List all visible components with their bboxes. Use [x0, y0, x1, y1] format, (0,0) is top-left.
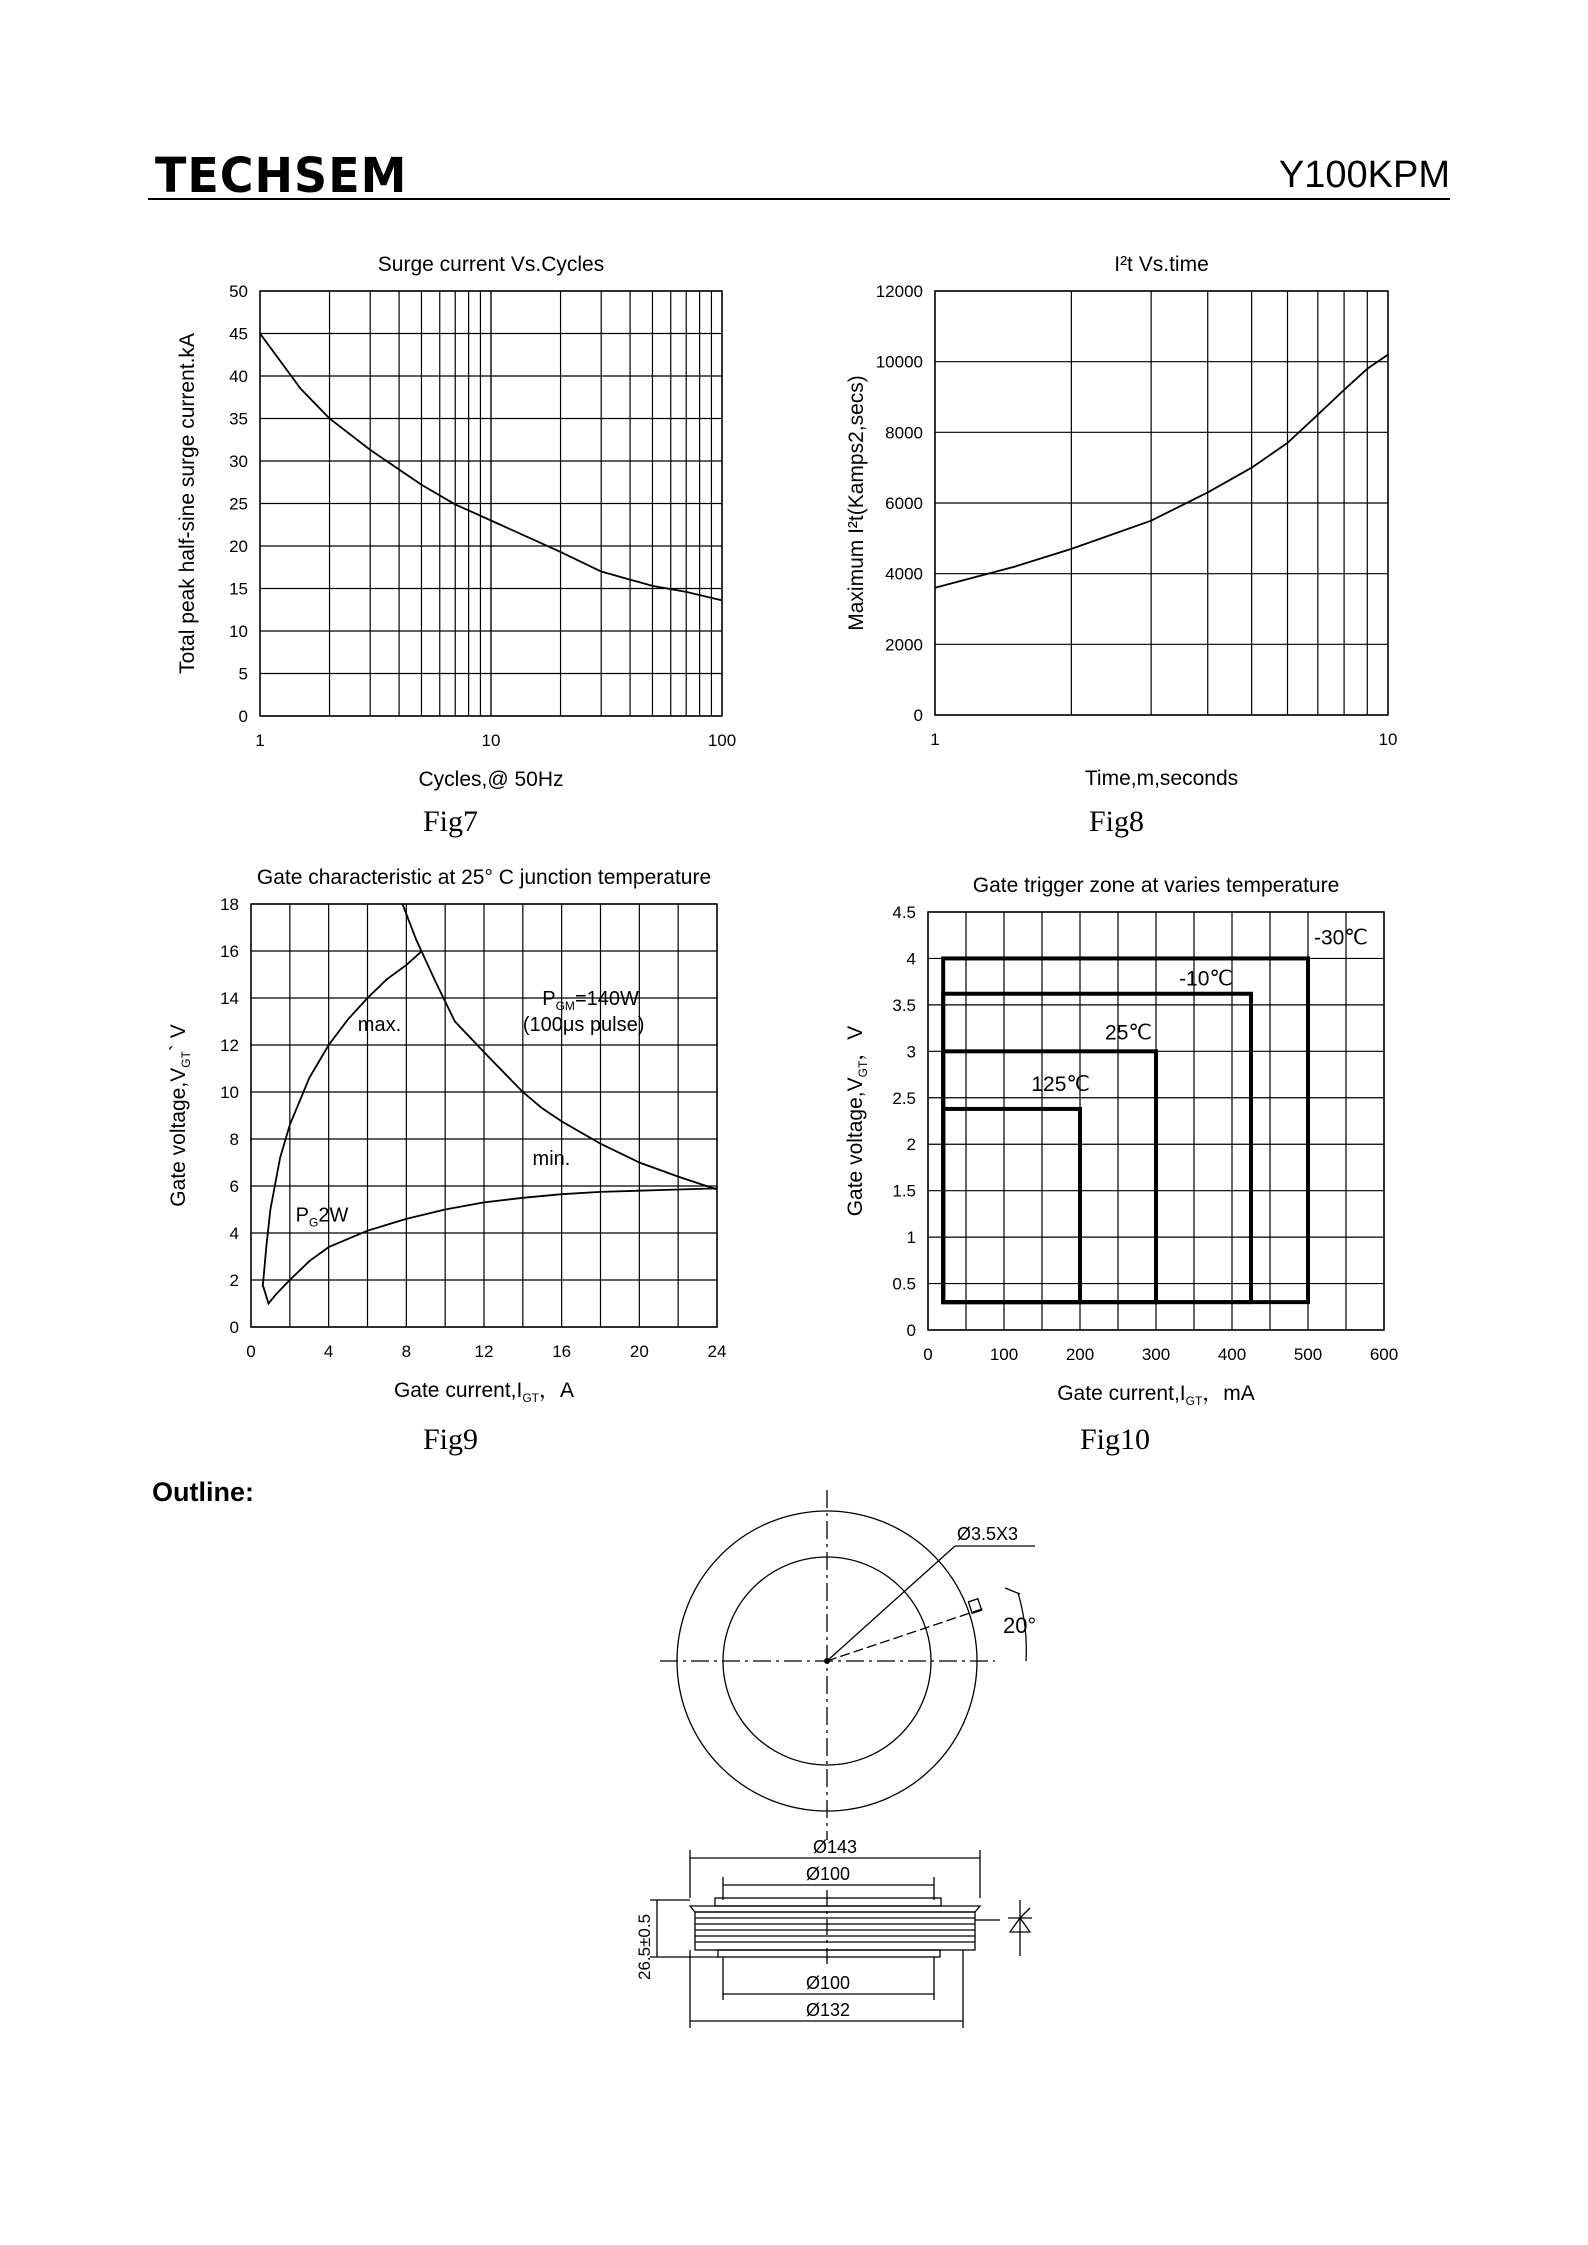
- y-tick-label: 45: [229, 324, 248, 344]
- top-flange: [690, 1906, 980, 1912]
- angle-label: 20°: [1003, 1613, 1037, 1638]
- y-tick-label: 12000: [875, 282, 923, 301]
- fig7-title: Surge current Vs.Cycles: [377, 253, 605, 276]
- y-tick-label: 50: [229, 282, 248, 301]
- y-tick-label: 18: [220, 895, 239, 914]
- outline-title: Outline:: [152, 1477, 254, 1507]
- x-tick-label: 1: [930, 730, 940, 749]
- x-tick-label: 100: [707, 731, 737, 750]
- zone-0: [943, 958, 1308, 1302]
- fig8-chart: [820, 240, 1420, 800]
- y-tick-label: 0: [238, 707, 248, 726]
- y-tick-label: 10000: [875, 352, 923, 372]
- y-tick-label: 10: [229, 622, 248, 641]
- x-tick-label: 24: [707, 1342, 727, 1361]
- dim-132-label: Ø132: [805, 2000, 851, 2020]
- y-tick-label: 15: [229, 579, 248, 599]
- x-tick-label: 10: [481, 731, 501, 750]
- annotation-min: min.: [532, 1147, 571, 1170]
- dim-143-label: Ø143: [812, 1837, 858, 1857]
- fig8-title: I²t Vs.time: [1114, 253, 1209, 276]
- x-tick-label: 8: [401, 1342, 412, 1361]
- fig10-chart: [820, 860, 1420, 1420]
- fig10-xlabel: Gate $current,I_{GT}$，mA: [1057, 1382, 1255, 1408]
- fig8-series-line-0: [935, 355, 1388, 588]
- x-tick-label: 20: [629, 1342, 649, 1361]
- y-tick-label: 3.5: [892, 995, 916, 1015]
- fig7-ylabel: Total peak half-sine surge current.kA: [176, 333, 199, 674]
- model-number: Y100KPM: [1278, 154, 1450, 196]
- x-tick-label: 100: [989, 1345, 1019, 1364]
- annotation-max: max.: [357, 1013, 402, 1036]
- fig8-xlabel: Time,m,seconds: [1084, 767, 1239, 790]
- fig9-title: Gate characteristic at 25° C junction temperature: [256, 866, 712, 889]
- y-tick-label: 2.5: [892, 1088, 916, 1108]
- fig8-grid: [935, 291, 1388, 715]
- y-tick-label: 1.5: [892, 1181, 916, 1201]
- y-tick-label: 16: [220, 942, 239, 961]
- fig9-series-line-0: [263, 951, 422, 1287]
- fig8-plot: [845, 253, 1397, 790]
- y-tick-label: 3: [906, 1042, 916, 1062]
- annotation-pulse: (100μs pulse): [522, 1013, 645, 1036]
- x-tick-label: 4: [323, 1342, 334, 1361]
- x-tick-label: 1: [255, 731, 265, 750]
- fig10-title: Gate trigger zone at varies temperature: [972, 874, 1340, 897]
- annotation-pg: $P_G2W$: [295, 1204, 349, 1230]
- y-tick-label: 4000: [885, 564, 923, 584]
- x-tick-label: 300: [1141, 1345, 1171, 1364]
- y-tick-label: 0: [906, 1321, 916, 1340]
- fig7-plot: [176, 253, 736, 791]
- thyristor-symbol-icon: [1008, 1900, 1032, 1956]
- x-tick-label: 16: [552, 1342, 572, 1361]
- y-tick-label: 10: [220, 1083, 239, 1102]
- height-label: 26.5±0.5: [635, 1913, 654, 1980]
- fig9-chart: [150, 860, 750, 1420]
- x-tick-label: 200: [1065, 1345, 1095, 1364]
- fig9-xlabel: Gate $current,I_{GT}$，A: [393, 1379, 575, 1405]
- y-tick-label: 8000: [885, 423, 923, 443]
- y-tick-label: 14: [220, 989, 239, 1008]
- annotation-pgm: $P_{GM}=140W$: [542, 988, 639, 1014]
- zone-label: 125℃: [1031, 1072, 1090, 1096]
- fig8-caption: Fig8: [1089, 805, 1145, 838]
- leader-line: [827, 1546, 955, 1661]
- x-tick-label: 600: [1369, 1345, 1399, 1364]
- y-tick-label: 6000: [885, 494, 923, 513]
- hole-label: Ø3.5X3: [957, 1524, 1019, 1544]
- x-tick-label: 0: [923, 1345, 933, 1364]
- x-tick-label: 12: [474, 1342, 494, 1361]
- y-tick-label: 2: [229, 1271, 239, 1290]
- y-tick-label: 1: [906, 1228, 916, 1248]
- y-tick-label: 12: [220, 1036, 239, 1055]
- y-tick-label: 5: [238, 664, 248, 684]
- y-tick-label: 0: [913, 706, 923, 725]
- angle-ray: [827, 1608, 985, 1661]
- fig10-plot: [844, 874, 1398, 1408]
- fig9-plot: [167, 866, 726, 1405]
- fig7-grid: [260, 291, 722, 716]
- fig10-caption: Fig10: [1080, 1423, 1151, 1456]
- center-point: [824, 1658, 830, 1664]
- header-rule: [148, 198, 1450, 200]
- dim-100-bottom-label: Ø100: [805, 1973, 851, 1993]
- zone-label: 25℃: [1105, 1021, 1152, 1045]
- y-tick-label: 0: [229, 1318, 239, 1337]
- bottom-pole-face: [718, 1950, 940, 1957]
- zone-3: [943, 1109, 1080, 1302]
- y-tick-label: 25: [229, 494, 248, 514]
- fig9-grid: [251, 904, 717, 1327]
- y-tick-label: 4: [229, 1224, 239, 1243]
- x-tick-label: 400: [1217, 1345, 1247, 1364]
- x-tick-label: 10: [1378, 730, 1398, 749]
- fig9-series-line-2: [403, 904, 718, 1190]
- zone-1: [943, 994, 1251, 1302]
- y-tick-label: 20: [229, 537, 248, 556]
- brand-logo: TECHSEM: [155, 146, 408, 204]
- y-tick-label: 35: [229, 409, 248, 429]
- y-tick-label: 40: [229, 367, 248, 386]
- zone-label: -10℃: [1179, 967, 1233, 991]
- y-tick-label: 4.5: [892, 903, 916, 922]
- top-pole-face: [715, 1898, 941, 1906]
- y-tick-label: 6: [229, 1177, 239, 1196]
- y-tick-label: 4: [906, 949, 916, 969]
- y-tick-label: 8: [229, 1130, 239, 1149]
- y-tick-label: 2000: [885, 635, 923, 655]
- angle-arrow-tail: [1005, 1588, 1020, 1594]
- x-tick-label: 500: [1293, 1345, 1323, 1364]
- fig7-xlabel: Cycles,@ 50Hz: [418, 768, 564, 791]
- zone-label: -30℃: [1314, 926, 1368, 950]
- fig7-chart: [150, 240, 750, 800]
- y-tick-label: 0.5: [892, 1274, 916, 1294]
- fig9-caption: Fig9: [423, 1423, 479, 1456]
- y-tick-label: 2: [906, 1135, 916, 1155]
- x-tick-label: 0: [246, 1342, 256, 1361]
- fig10-ylabel: Gate $voltage,V_{GT}$，V: [844, 1025, 870, 1217]
- fig9-ylabel: Gate $voltage,V_{GT}`$ V: [167, 1024, 193, 1207]
- fig7-caption: Fig7: [423, 805, 479, 838]
- outline-drawing: [600, 1480, 1100, 2040]
- y-tick-label: 30: [229, 452, 248, 471]
- dim-100-top-label: Ø100: [805, 1864, 851, 1884]
- fig8-ylabel: Maximum I²t(Kamps2,secs): [845, 375, 868, 631]
